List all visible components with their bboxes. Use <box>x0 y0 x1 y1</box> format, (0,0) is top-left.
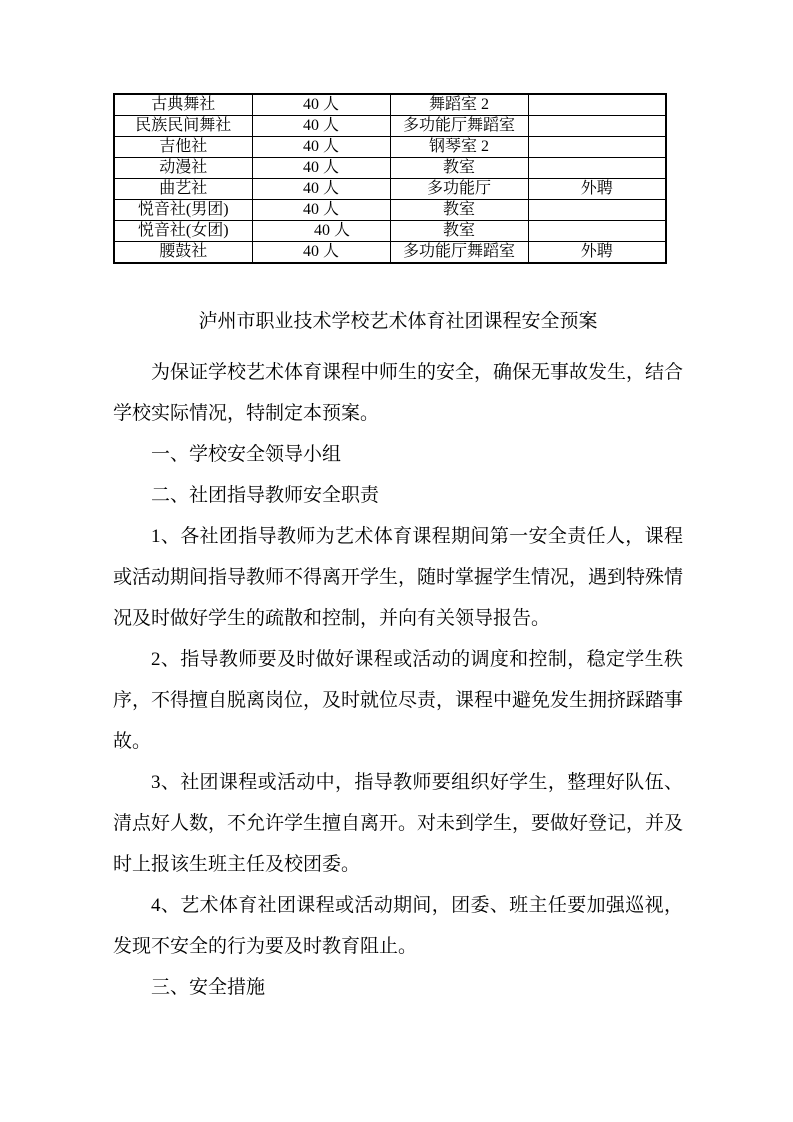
club-schedule-table <box>113 93 667 264</box>
table-cell-size: 40 人 <box>252 137 390 158</box>
table-row <box>114 94 666 116</box>
table-cell-venue: 多功能厅 <box>390 179 528 200</box>
table-row <box>114 137 666 158</box>
section-heading: 二、社团指导教师安全职责 <box>151 485 380 506</box>
table-cell-size: 40 人 <box>252 94 390 116</box>
table-cell-note: 外聘 <box>528 179 666 200</box>
table-cell-size: 40 人 <box>252 200 390 221</box>
table-cell-club: 曲艺社 <box>114 179 252 200</box>
table-cell-venue: 钢琴室 2 <box>390 137 528 158</box>
table-cell-size: 40 人 <box>252 179 390 200</box>
table-cell-club: 吉他社 <box>114 137 252 158</box>
table-cell-club: 悦音社(男团) <box>114 200 252 221</box>
table-cell-note <box>528 137 666 158</box>
table-cell-note <box>528 116 666 137</box>
table-cell-size: 40 人 <box>252 116 390 137</box>
table-row <box>114 179 666 200</box>
table-cell-note <box>528 221 666 242</box>
table-cell-note <box>528 200 666 221</box>
table-cell-club: 古典舞社 <box>114 94 252 116</box>
table-cell-note <box>528 158 666 179</box>
table-cell-size: 40 人 <box>252 221 390 242</box>
table-row <box>114 200 666 221</box>
table-cell-venue: 教室 <box>390 158 528 179</box>
paragraph: 1、各社团指导教师为艺术体育课程期间第一安全责任人，课程或活动期间指导教师不得离开学生，随时掌握学生情况，遇到特殊情况及时做好学生的疏散和控制，并向有关领导报告。 <box>113 526 684 629</box>
table-cell-note: 外聘 <box>528 242 666 264</box>
table-cell-size: 40 人 <box>252 158 390 179</box>
table-cell-venue: 教室 <box>390 200 528 221</box>
table-cell-club: 民族民间舞社 <box>114 116 252 137</box>
document-title: 泸州市职业技术学校艺术体育社团课程安全预案 <box>198 311 598 332</box>
table-cell-club: 腰鼓社 <box>114 242 252 264</box>
paragraph: 3、社团课程或活动中，指导教师要组织好学生，整理好队伍、清点好人数，不允许学生擅自离开。对未到学生，要做好登记，并及时上报该生班主任及校团委。 <box>113 772 684 875</box>
table-row <box>114 221 666 242</box>
table-cell-note <box>528 94 666 116</box>
document-body <box>113 352 683 1008</box>
table-cell-venue: 多功能厅舞蹈室 <box>390 242 528 264</box>
paragraph: 2、指导教师要及时做好课程或活动的调度和控制，稳定学生秩序，不得擅自脱离岗位，及时就位尽责，课程中避免发生拥挤踩踏事故。 <box>113 649 684 752</box>
table-cell-venue: 舞蹈室 2 <box>390 94 528 116</box>
section-heading: 一、学校安全领导小组 <box>151 444 342 465</box>
table-cell-venue: 多功能厅舞蹈室 <box>390 116 528 137</box>
table-cell-size: 40 人 <box>252 242 390 264</box>
table-cell-club: 悦音社(女团) <box>114 221 252 242</box>
paragraph: 4、艺术体育社团课程或活动期间，团委、班主任要加强巡视，发现不安全的行为要及时教育阻止。 <box>113 895 683 957</box>
table-cell-club: 动漫社 <box>114 158 252 179</box>
table-cell-venue: 教室 <box>390 221 528 242</box>
section-heading: 三、安全措施 <box>151 977 266 998</box>
table-row <box>114 116 666 137</box>
table-row <box>114 242 666 264</box>
table-row <box>114 158 666 179</box>
paragraph: 为保证学校艺术体育课程中师生的安全，确保无事故发生，结合学校实际情况，特制定本预案。 <box>113 362 684 424</box>
